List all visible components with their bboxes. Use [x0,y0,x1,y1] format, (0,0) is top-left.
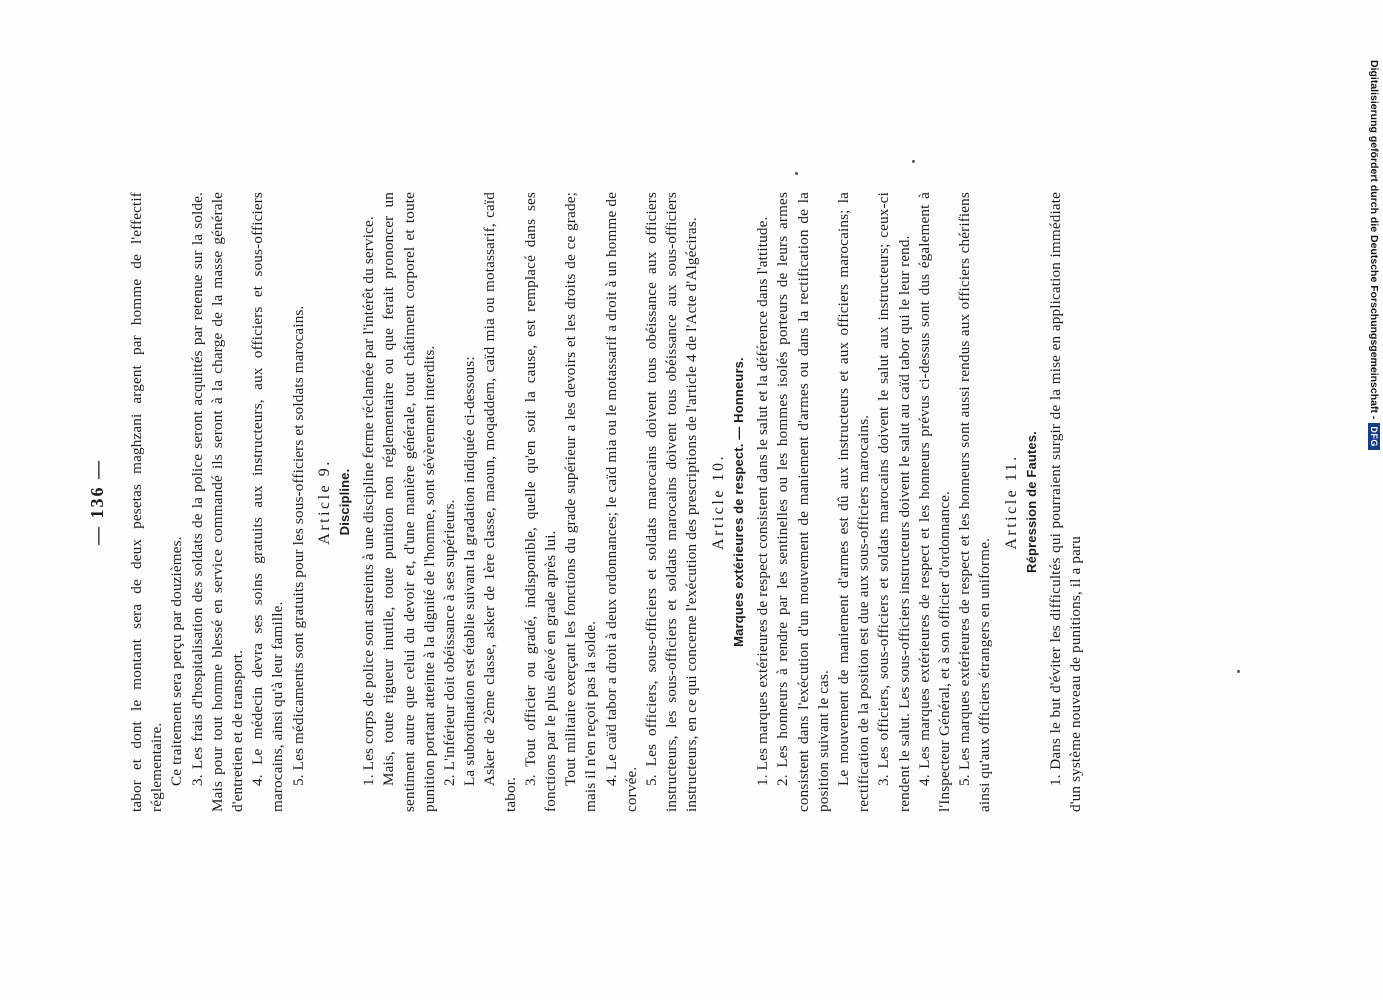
scan-speck [912,160,915,163]
paragraph: 3. Les officiers, sous-officiers et soldats marocains doivent le salut aux instructeurs; ceux-ci rendent le salut. Les sous-officiers instructeurs doivent le salut au caïd tabor qui le leur rend. [875,192,913,812]
paragraph: 3. Les frais d'hospitalisation des soldats de la police seront acquittés par retenue sur la solde. Mais pour tout homme blessé en service commandé ils seront à la charge de la masse générale d'entretien et de transport. [188,192,247,812]
paragraph: 2. L'inférieur doit obéissance à ses supérieurs. [441,499,459,786]
article-subheading: Discipline. [337,468,353,536]
article-heading: Article 11. [1002,454,1020,550]
dfg-logo: DFG [1368,423,1380,450]
paragraph: La subordination est établie suivant la gradation indiquée ci-dessous: [461,356,479,786]
paragraph: 5. Les officiers, sous-officiers et soldats marocains doivent tous obéissance aux officiers instructeurs, les sous-officiers et soldats marocains doivent tous obéissance aux sous-officiers instructeurs, en ce qui concerne l'exécution des prescriptions de l'article 4 de l'Acte d'Algéciras. [643,192,701,812]
paragraph: 5. Les médicaments sont gratuits pour les sous-officiers et soldats marocains. [289,305,307,786]
paragraph: 4. Le caïd tabor a droit à deux ordonnances; le caïd mia ou le motassarif a droit à un homme de corvée. [602,192,640,812]
paragraph: Asker de 2ème classe, asker de 1ère classe, maoun, moqaddem, caïd mia ou motassarif, caïd tabor. [481,192,519,812]
paragraph: 1. Les marques extérieures de respect consistent dans le salut et la déférence dans l'attitude. [754,216,772,786]
paragraph: Ce traitement sera perçu par douzièmes. [168,536,186,786]
scan-speck [1237,670,1240,673]
article-heading: Article 9. [315,459,333,545]
article-subheading: Marques extérieures de respect. — Honneurs. [730,357,746,647]
digitization-notice [1366,60,1382,447]
paragraph: Le mouvement de maniement d'armes est dû aux instructeurs et aux officiers marocains; la rectification de la position est due aux sous-officiers marocains. [834,192,873,812]
paragraph: 1. Les corps de police sont astreints à une discipline ferme réclamée par l'intérêt du service. [360,216,378,786]
paragraph: 5. Les marques extérieures de respect et les honneurs sont aussi rendus aux officiers chérifiens ainsi qu'aux officiers étrangers en uniforme. [956,192,994,812]
paragraph: 1. Dans le but d'éviter les difficultés qui pourraient surgir de la mise en application immédiate d'un système nouveau de punitions, il a paru [1046,192,1085,812]
paragraph: Tout militaire exerçant les fonctions du grade supérieur a les devoirs et les droits de ce grade; mais il n'en reçoit pas la solde. [562,192,600,812]
paragraph: 4. Le médecin devra ses soins gratuits aux instructeurs, aux officiers et sous-officiers marocains, ainsi qu'à leur famille. [249,192,287,812]
page-number: — 136 — [87,459,107,545]
paragraph: 3. Tout officier ou gradé, indisponible, quelle qu'en soit la cause, est remplacé dans ses fonctions par le plus élevé en grade après lui. [521,192,560,812]
rotated-text-block [87,192,1237,812]
digitization-notice-text: Digitalisierung gefördert durch die Deutsche Forschungsgemeinschaft - [1368,60,1380,420]
scan-speck [795,172,798,175]
paragraph: 4. Les marques extérieures de respect et les honneurs prévus ci-dessus sont dus également à l'Inspecteur Général, et à son officier d'ordonnance. [915,192,953,812]
article-subheading: Répression de Fautes. [1023,431,1039,573]
paragraph: 2. Les honneurs à rendre par les sentinelles ou les hommes isolés porteurs de leurs armes consistent dans l'exécution d'un mouvement de maniement d'armes ou dans la rectification de la position suivant le cas. [774,192,832,812]
paragraph: tabor et dont le montant sera de deux pesetas maghzani argent par homme de l'effectif réglementaire. [128,192,166,812]
article-heading: Article 10. [709,454,727,550]
paragraph: Mais, toute rigueur inutile, toute punition non réglementaire ou que ferait prononcer un sentiment autre que celui du devoir et, d'une manière générale, tout châtiment corporel et toute punition portant atteinte à la dignité de l'homme, sont sévèrement interdits. [380,192,438,812]
